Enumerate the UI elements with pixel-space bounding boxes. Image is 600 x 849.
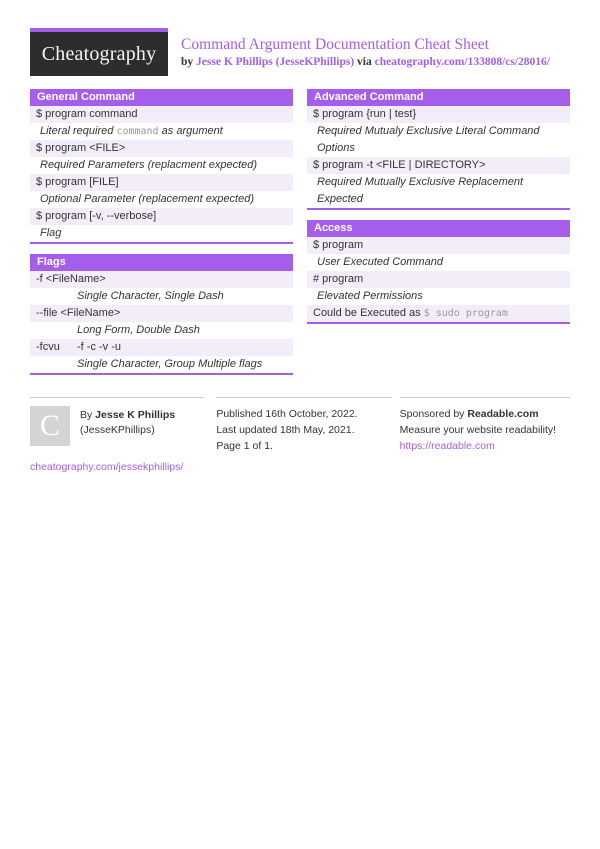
row-cell: -f -c -v -u	[77, 341, 121, 353]
row-text: Single Character, Group Multiple flags	[77, 358, 263, 370]
description-row	[307, 123, 570, 157]
section-header: Advanced Command	[307, 89, 570, 106]
row-text: Required Mutually Exclusive Replacement Expected	[317, 176, 524, 205]
code-row	[307, 271, 570, 288]
left-column	[30, 89, 293, 385]
description-row	[30, 356, 293, 373]
row-text: -f <FileName>	[36, 273, 106, 285]
author-name: Jesse K Phillips	[95, 409, 176, 421]
description-row	[30, 322, 293, 339]
row-text: $ program {run | test}	[313, 108, 417, 120]
inline-code: command	[116, 126, 159, 137]
sponsor-name: Readable.com	[467, 408, 539, 420]
description-row	[307, 254, 570, 271]
section-flags	[30, 254, 293, 375]
description-row	[30, 225, 293, 242]
row-text: User Executed Command	[317, 256, 443, 268]
code-row	[30, 339, 293, 356]
description-row	[307, 288, 570, 305]
section-advanced-command	[307, 89, 570, 210]
code-row	[307, 157, 570, 174]
footer-sponsor-column	[400, 397, 570, 475]
code-row	[307, 237, 570, 254]
section-header: Flags	[30, 254, 293, 271]
row-text: Literal required	[40, 125, 117, 137]
inline-code: $ sudo program	[423, 308, 508, 319]
row-text: Single Character, Single Dash	[77, 290, 224, 302]
row-text: $ program command	[36, 108, 138, 120]
author-avatar[interactable]: C	[30, 406, 70, 446]
row-text: --file <FileName>	[36, 307, 121, 319]
code-row	[30, 208, 293, 225]
row-text: $ program <FILE>	[36, 142, 126, 154]
header-text-block	[181, 28, 550, 76]
row-text: Required Parameters (replacment expected)	[40, 159, 258, 171]
author-by-prefix: By	[80, 409, 96, 421]
byline	[181, 56, 550, 68]
byline-via: via	[357, 56, 372, 68]
author-block	[30, 406, 204, 446]
sponsor-line	[400, 406, 570, 422]
logo-text: Cheatography	[41, 42, 157, 65]
sponsor-link[interactable]: https://readable.com	[399, 440, 495, 452]
right-column	[307, 89, 570, 334]
byline-prefix: by	[181, 56, 194, 68]
code-row	[30, 305, 293, 322]
page-count: Page 1 of 1.	[216, 440, 273, 452]
code-row	[307, 305, 570, 322]
page-title: Command Argument Documentation Cheat Sheet	[181, 36, 489, 53]
page-header	[30, 28, 570, 76]
row-text: Required Mutualy Exclusive Literal Command Options	[317, 125, 540, 154]
description-row	[30, 288, 293, 305]
sponsor-prefix: Sponsored by	[399, 408, 468, 420]
code-row	[30, 271, 293, 288]
code-row	[30, 140, 293, 157]
code-row	[30, 106, 293, 123]
author-profile-link[interactable]: cheatography.com/jessekphillips/	[30, 461, 184, 473]
published-date: Published 16th October, 2022.	[216, 408, 358, 420]
row-text: Could be Executed as	[313, 307, 424, 319]
section-header: General Command	[30, 89, 293, 106]
description-row	[30, 191, 293, 208]
code-row	[30, 174, 293, 191]
row-text: # program	[313, 273, 364, 285]
footer-meta-column	[216, 397, 391, 475]
row-text: as argument	[158, 125, 223, 137]
row-text: $ program -t <FILE | DIRECTORY>	[313, 159, 486, 171]
row-text: $ program [-v, --verbose]	[36, 210, 157, 222]
row-cell: -fcvu	[36, 341, 60, 353]
last-updated-date: Last updated 18th May, 2021.	[216, 424, 355, 436]
sponsor-tagline: Measure your website readability!	[399, 424, 557, 436]
row-text: $ program [FILE]	[36, 176, 119, 188]
content-columns	[30, 89, 570, 385]
code-row	[307, 106, 570, 123]
row-text: Long Form, Double Dash	[77, 324, 200, 336]
sheet-url-link[interactable]: cheatography.com/133808/cs/28016/	[374, 56, 550, 68]
description-row	[30, 157, 293, 174]
footer-author-column	[30, 397, 204, 475]
row-text: Flag	[40, 227, 62, 239]
section-general-command	[30, 89, 293, 244]
row-text: $ program	[313, 239, 364, 251]
author-link[interactable]: Jesse K Phillips (JesseKPhillips)	[196, 56, 355, 68]
row-text: Optional Parameter (replacement expected)	[40, 193, 254, 205]
author-username: (JesseKPhillips)	[80, 424, 155, 436]
description-row	[307, 174, 570, 208]
page-footer	[30, 397, 570, 475]
section-access	[307, 220, 570, 324]
row-text: Elevated Permissions	[317, 290, 423, 302]
author-lines	[80, 406, 175, 446]
cheatography-logo[interactable]	[30, 28, 168, 76]
description-row	[30, 123, 293, 140]
section-header: Access	[307, 220, 570, 237]
